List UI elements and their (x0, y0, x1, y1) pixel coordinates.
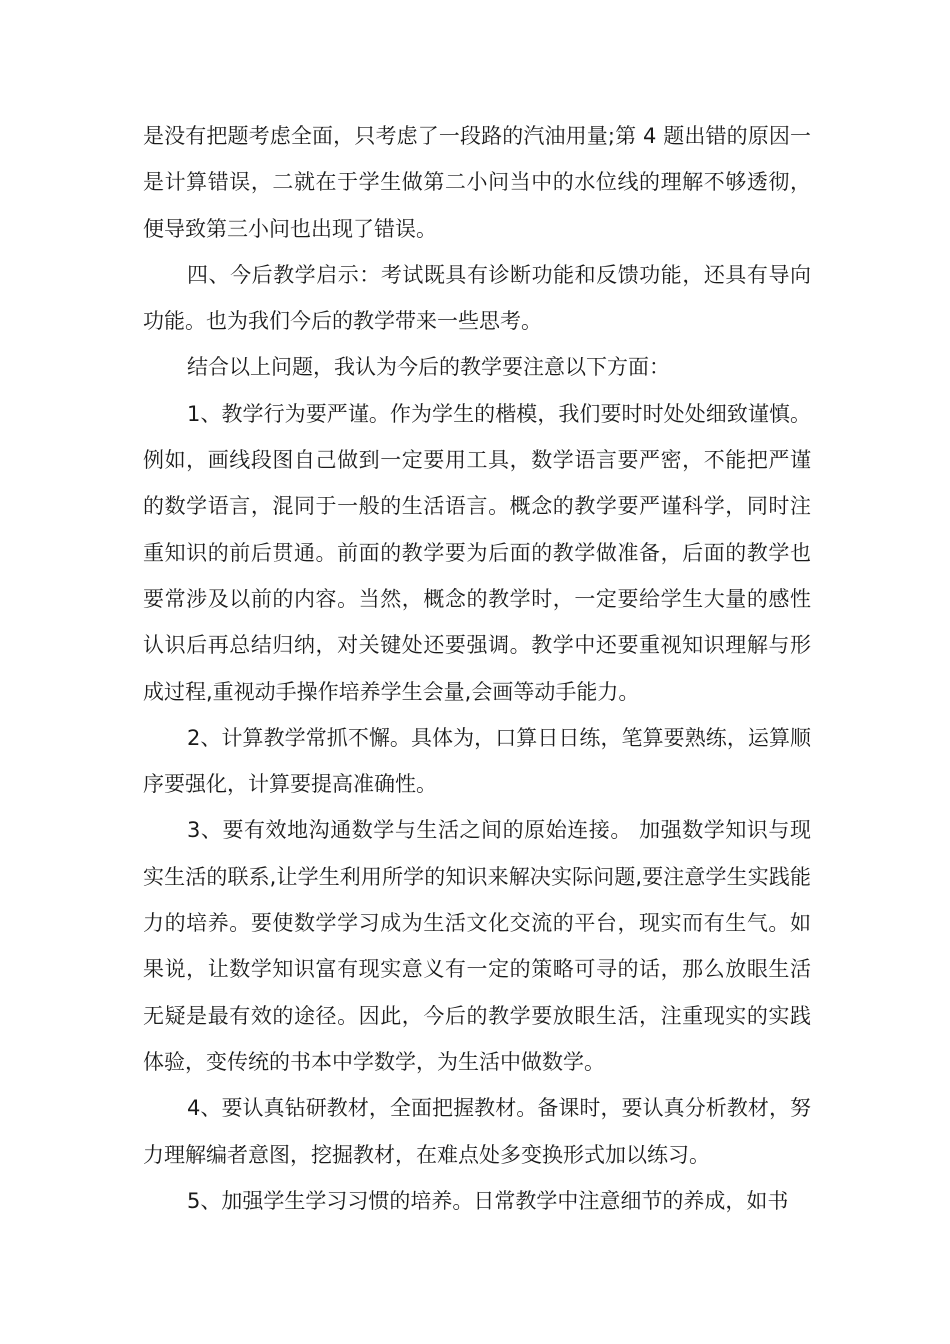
paragraph-error-analysis-continued: 是没有把题考虑全面，只考虑了一段路的汽油用量;第 4 题出错的原因一是计算错误，二就在于学生做第二小问当中的水位线的理解不够透彻，便导致第三小问也出现了错误。 (143, 124, 811, 241)
paragraph-point-3: 3、要有效地沟通数学与生活之间的原始连接。 加强数学知识与现实生活的联系,让学生利用所学的知识来解决实际问题,要注意学生实践能力的培养。要使数学学习成为生活文化交流的平台，现实而有生气。如果说，让数学知识富有现实意义有一定的策略可寻的话，那么放眼生活无疑是最有效的途径。因此，今后的教学要放眼生活，注重现实的实践体验，变传统的书本中学数学，为生活中做数学。 (143, 818, 811, 1074)
paragraph-considerations-intro: 结合以上问题，我认为今后的教学要注意以下方面： (187, 355, 670, 380)
paragraph-point-2: 2、计算教学常抓不懈。具体为，口算日日练，笔算要熟练，运算顺序要强化，计算要提高准确性。 (143, 725, 811, 797)
paragraph-point-4: 4、要认真钻研教材，全面把握教材。备课时，要认真分析教材，努力理解编者意图，挖掘教材，在难点处多变换形式加以练习。 (143, 1096, 811, 1167)
document-body (143, 113, 811, 1224)
paragraph-point-5: 5、加强学生学习习惯的培养。日常教学中注意细节的养成，如书 (187, 1188, 789, 1213)
paragraph-point-1: 1、教学行为要严谨。作为学生的楷模，我们要时时处处细致谨慎。例如，画线段图自己做到一定要用工具，数学语言要严密，不能把严谨的数学语言，混同于一般的生活语言。概念的教学要严谨科学，同时注重知识的前后贯通。前面的教学要为后面的教学做准备，后面的教学也要常涉及以前的内容。当然，概念的教学时，一定要给学生大量的感性认识后再总结归纳，对关键处还要强调。教学中还要重视知识理解与形成过程,重视动手操作培养学生会量,会画等动手能力。 (143, 401, 811, 704)
paragraph-teaching-insights: 四、今后教学启示：考试既具有诊断功能和反馈功能，还具有导向功能。也为我们今后的教学带来一些思考。 (143, 262, 811, 334)
